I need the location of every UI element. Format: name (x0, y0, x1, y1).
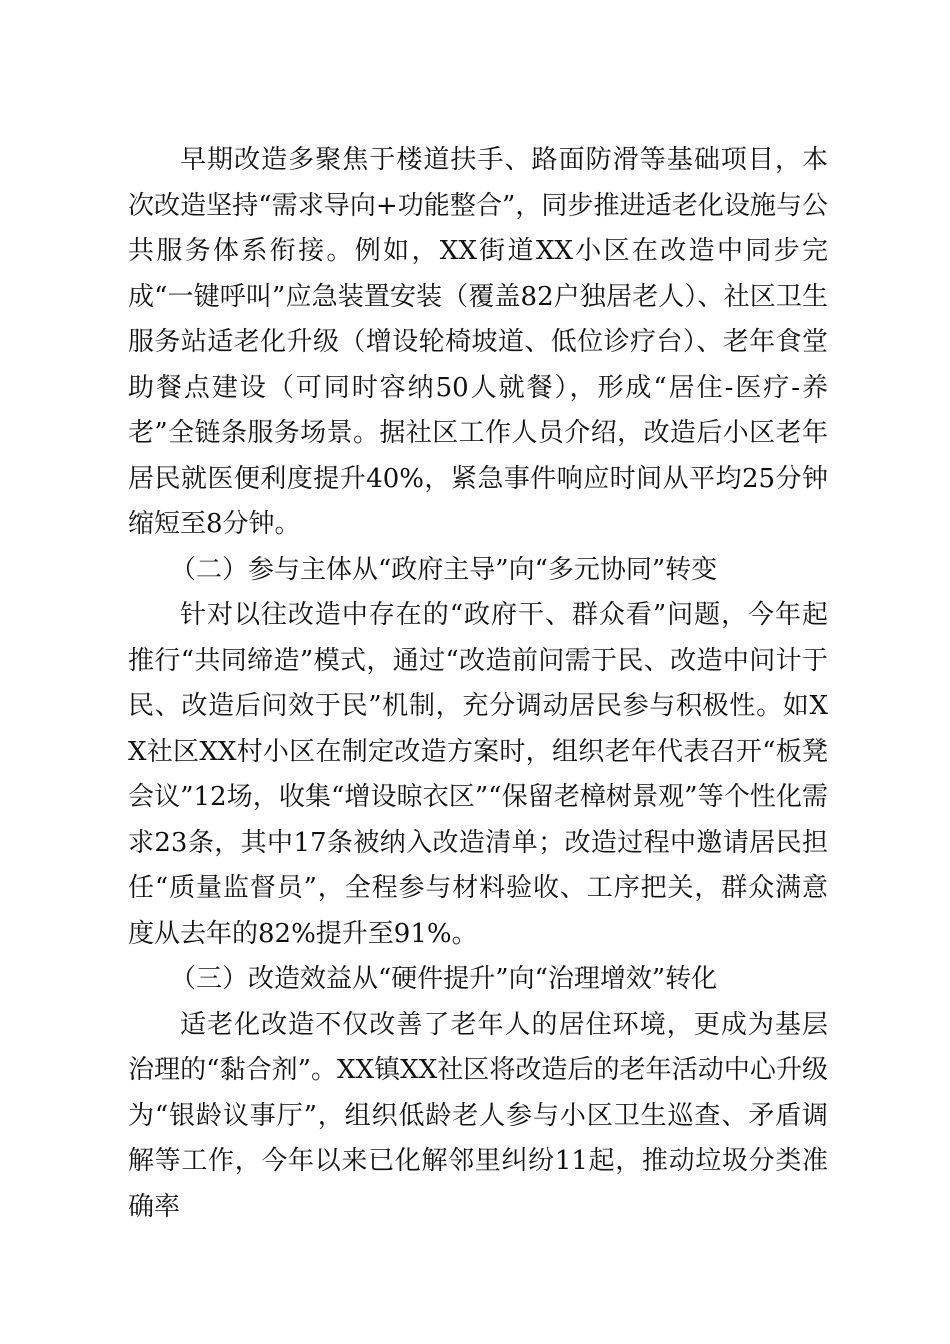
section-heading-3: （三）改造效益从“硬件提升”向“治理增效”转化 (170, 964, 718, 994)
document-body (128, 138, 828, 1230)
paragraph-governance: 适老化改造不仅改善了老年人的居住环境，更成为基层治理的“黏合剂”。XX镇XX社区将改造后的老年活动中心升级为“银龄议事厅”，组织低龄老人参与小区卫生巡查、矛盾调解等工作，今年以来已化解邻里纠纷11起，推动垃圾分类准确率 (128, 1009, 828, 1222)
section-heading-2: （二）参与主体从“政府主导”向“多元协同”转变 (170, 554, 718, 585)
paragraph-co-creation: 针对以往改造中存在的“政府干、群众看”问题，今年起推行“共同缔造”模式，通过“改造前问需于民、改造中问计于民、改造后问效于民”机制，充分调动居民参与积极性。如XX社区XX村小区在制定改造方案时，组织老年代表召开“板凳会议”12场，收集“增设晾衣区”“保留老樟树景观”等个性化需求23条，其中17条被纳入改造清单；改造过程中邀请居民担任“质量监督员”，全程参与材料验收、工序把关，群众满意度从去年的82%提升至91%。 (128, 600, 828, 949)
paragraph-early-renovation: 早期改造多聚焦于楼道扶手、路面防滑等基础项目，本次改造坚持“需求导向+功能整合”，同步推进适老化设施与公共服务体系衔接。例如，XX街道XX小区在改造中同步完成“一键呼叫”应急装置安装（覆盖82户独居老人）、社区卫生服务站适老化升级（增设轮椅坡道、低位诊疗台）、老年食堂助餐点建设（可同时容纳50人就餐），形成“居住-医疗-养老”全链条服务场景。据社区工作人员介绍，改造后小区老年居民就医便利度提升40%，紧急事件响应时间从平均25分钟缩短至8分钟。 (128, 145, 828, 539)
